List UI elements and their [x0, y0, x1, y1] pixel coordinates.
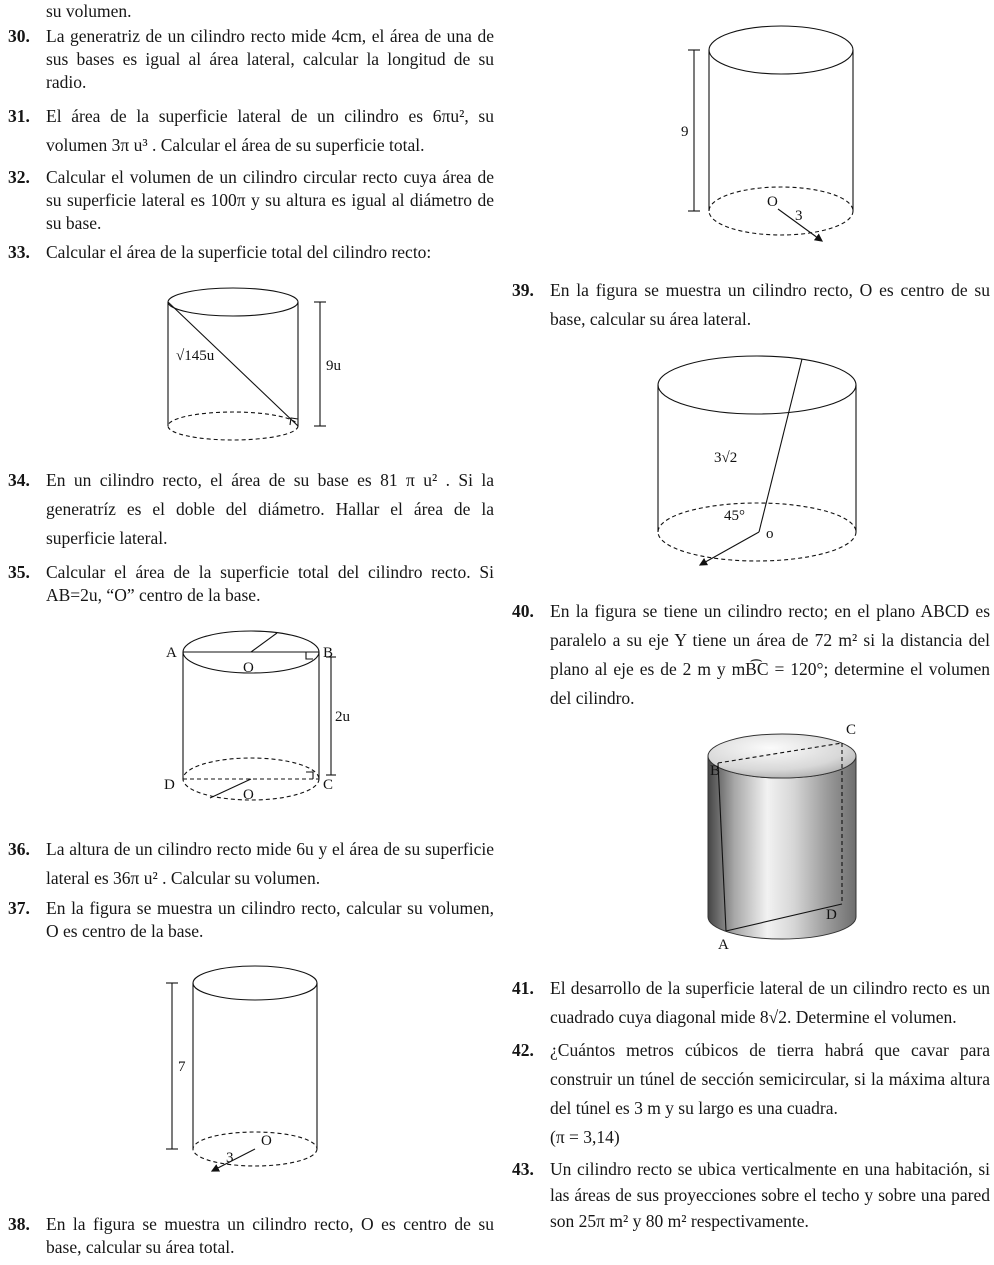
problem-38 — [8, 1213, 494, 1259]
diagonal-line — [759, 359, 802, 532]
cylinder-diagram-38 — [674, 8, 874, 266]
problem-39 — [512, 276, 990, 334]
vertex-c-label: C — [323, 777, 334, 793]
problem-text: En la figura se muestra un cilindro recto, O es centro de su base, calcular su área total. — [46, 1214, 494, 1257]
problem-33 — [8, 241, 494, 264]
figure-problem-37 — [152, 953, 494, 1193]
problem-40 — [512, 597, 990, 713]
problem-number: 32. — [8, 167, 30, 187]
vertex-a-label: A — [718, 937, 729, 953]
problem-35 — [8, 561, 494, 607]
problem-text: El área de la superficie lateral de un cilindro es 6πu², su volumen 3π u³ . Calcular el área de su superficie total. — [46, 106, 494, 155]
cylinder-outline — [658, 356, 856, 565]
pi-value-line: (π = 3,14) — [550, 1127, 620, 1147]
shaded-cylinder-diagram-40 — [696, 721, 874, 956]
problem-36 — [8, 835, 494, 893]
center-top-label: O — [243, 660, 254, 676]
vertex-b-label: B — [710, 763, 721, 779]
problem-30 — [8, 25, 494, 94]
problem-number: 42. — [512, 1040, 534, 1060]
cylinder-top — [708, 734, 856, 778]
problem-text — [550, 1036, 990, 1152]
diagonal-line — [168, 302, 298, 426]
problem-number: 36. — [8, 839, 30, 859]
figure-problem-39 — [650, 344, 990, 579]
cylinder-diagram-39 — [650, 344, 865, 579]
radius-label: 3 — [795, 208, 803, 224]
figure-problem-38 — [674, 8, 990, 266]
problem-text: Calcular el volumen de un cilindro circular recto cuya área de su superficie lateral es 100π y su altura es igual al diámetro de su base. — [46, 167, 494, 233]
height-label: 2u — [335, 709, 350, 725]
carryover-text: su volumen. — [46, 1, 132, 21]
column-right — [512, 0, 990, 1234]
problem-text: Calcular el área de la superficie total del cilindro recto: — [46, 242, 432, 262]
radius-top — [251, 633, 277, 652]
problem-42 — [512, 1036, 990, 1152]
height-label: 9 — [681, 124, 689, 140]
problem-text-main: ¿Cuántos metros cúbicos de tierra habrá que cavar para construir un túnel de sección semicircular, si la máxima altura del túnel es 3 m y su largo es una cuadra. — [550, 1040, 990, 1118]
problem-number: 30. — [8, 26, 30, 46]
problem-number: 31. — [8, 106, 30, 126]
vertex-b-label: B — [323, 645, 334, 661]
right-angle-mark-b — [306, 652, 313, 659]
problem-text: Calcular el área de la superficie total del cilindro recto. Si AB=2u, “O” centro de la base. — [46, 562, 494, 605]
cylinder-outline — [183, 631, 336, 800]
height-label: 9u — [326, 358, 341, 374]
problem-number: 38. — [8, 1214, 30, 1234]
problem-31 — [8, 102, 494, 160]
figure-problem-40 — [696, 721, 990, 956]
problem-number: 40. — [512, 601, 534, 621]
problem-number: 34. — [8, 470, 30, 490]
problem-41 — [512, 974, 990, 1032]
center-bottom-label: O — [243, 787, 254, 803]
problem-number: 33. — [8, 242, 30, 262]
problem-number: 43. — [512, 1159, 534, 1179]
problem-text: En la figura se tiene un cilindro recto; en el plano ABCD es paralelo a su eje Y tiene un área de 72 m² si la distancia del plano al eje es de 2 m y mB͡C = 120°; determine el volumen del cilindro. — [550, 601, 990, 708]
cylinder-outline — [168, 288, 326, 440]
column-left — [8, 0, 494, 1259]
diagonal-label: √145u — [176, 348, 215, 364]
cylinder-diagram-35 — [156, 617, 351, 827]
problem-43 — [512, 1156, 990, 1234]
vertex-d-label: D — [164, 777, 175, 793]
right-angle-mark-c — [306, 772, 313, 779]
problem-number: 41. — [512, 978, 534, 998]
problem-text: La generatriz de un cilindro recto mide 4cm, el área de una de sus bases es igual al área lateral, calcular la longitud de su radio. — [46, 26, 494, 92]
problem-32 — [8, 166, 494, 235]
problem-number: 35. — [8, 562, 30, 582]
radius-label: 3 — [226, 1150, 234, 1166]
center-label: O — [767, 194, 778, 210]
problem-text: En la figura se muestra un cilindro recto, calcular su volumen, O es centro de la base. — [46, 898, 494, 941]
problem-34 — [8, 466, 494, 553]
problem-text: Un cilindro recto se ubica verticalmente en una habitación, si las áreas de sus proyecciones sobre el techo y sobre una pared son 25π m² y 80 m² respectivamente. — [550, 1159, 990, 1231]
problem-number: 39. — [512, 280, 534, 300]
angle-label: 45° — [724, 508, 745, 524]
vertex-d-label: D — [826, 907, 837, 923]
vertex-a-label: A — [166, 645, 177, 661]
vertex-c-label: C — [846, 722, 857, 738]
radius-arrow — [212, 1149, 255, 1171]
problem-text: El desarrollo de la superficie lateral de un cilindro recto es un cuadrado cuya diagonal mide 8√2. Determine el volumen. — [550, 978, 990, 1027]
figure-problem-35 — [156, 617, 494, 827]
problem-text: En la figura se muestra un cilindro recto, O es centro de su base, calcular su área lateral. — [550, 280, 990, 329]
problem-text: La altura de un cilindro recto mide 6u y el área de su superficie lateral es 36π u² . Calcular su volumen. — [46, 839, 494, 888]
cylinder-diagram-33 — [148, 280, 348, 452]
problem-text: En un cilindro recto, el área de su base es 81 π u² . Si la generatríz es el doble del diámetro. Hallar el área de la superficie lateral. — [46, 470, 494, 548]
diagonal-label: 3√2 — [714, 450, 738, 466]
problem-37 — [8, 897, 494, 943]
center-label: o — [766, 526, 774, 542]
figure-problem-33 — [148, 280, 494, 452]
cylinder-diagram-37 — [152, 953, 327, 1193]
center-label: O — [261, 1133, 272, 1149]
problem-number: 37. — [8, 898, 30, 918]
cylinder-outline — [166, 966, 317, 1171]
height-label: 7 — [178, 1059, 186, 1075]
